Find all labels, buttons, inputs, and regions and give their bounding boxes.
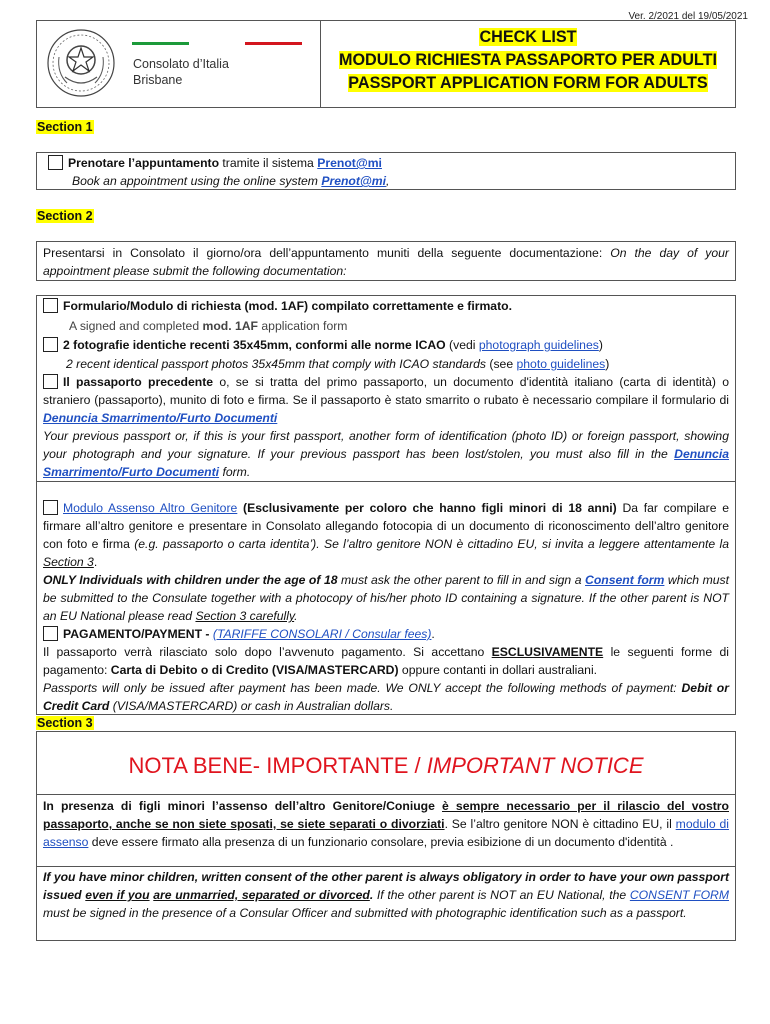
section1-line2 [72, 172, 389, 190]
notice-en-rest: If the other parent is NOT an EU National, the [373, 888, 630, 902]
photos-end: ) [598, 338, 603, 352]
previous-passport-en [43, 427, 729, 481]
item-form [43, 297, 729, 315]
section3-label: Section 3 [37, 716, 93, 730]
flag-red [245, 42, 302, 45]
checkbox-payment[interactable] [43, 626, 58, 641]
section2-label: Section 2 [37, 209, 93, 223]
previous-passport-text: o, se si tratta del primo passaporto, un documento d'identità italiano (carta di identità) o straniero (passaporto), munito di foto e firma. Se il passaporto è stato smarrito o rubato è necessario compilare il formulario di [43, 375, 729, 407]
photos-en: 2 recent identical passport photos 35x45mm that comply with ICAO standards [66, 357, 486, 371]
notice-en [43, 868, 729, 922]
appointment-bold: Prenotare l’appuntamento [68, 156, 220, 170]
payment-bold2: Carta di Debito o di Credito (VISA/MASTERCARD) [110, 663, 399, 677]
consent-en-bold: ONLY Individuals with children under the age of 18 [43, 573, 338, 587]
checkbox-form[interactable] [43, 298, 58, 313]
title-cell [321, 21, 735, 112]
notice-en-u1: even if you [85, 888, 150, 902]
payment-excl: ESCLUSIVAMENTE [491, 645, 604, 659]
appointment-en-text: Book an appointment using the online system [72, 174, 322, 188]
item-photos-en [66, 355, 609, 373]
consent-form-link-2[interactable]: CONSENT FORM [629, 888, 730, 902]
payment-en [43, 679, 729, 715]
consent-text: Da far compilare e firmare all’altro genitore e presentare in Consolato allegando fotocopia di un documento di riconoscimento dell’altro genitore con foto e firma [43, 501, 729, 551]
consent-italic: (e.g. passaporto o carta identita’). Se l’altro genitore NON è cittadino EU, si invita a leggere attentamente la [134, 537, 729, 551]
consent-en-dot: . [294, 609, 298, 623]
modulo-assenso-link[interactable]: modulo di assenso [43, 817, 729, 849]
appointment-text: tramite il sistema [219, 156, 318, 170]
checkbox-photos[interactable] [43, 337, 58, 352]
prenotami-link-en[interactable]: Prenot@mi [321, 174, 387, 188]
assenso-link[interactable]: Modulo Assenso Altro Genitore [63, 501, 238, 515]
denuncia-link-en[interactable]: Denuncia Smarrimento/Furto Documenti [43, 447, 729, 479]
form-en-c: application form [258, 319, 348, 333]
section1-label: Section 1 [37, 120, 93, 134]
version-label: Ver. 2/2021 del 19/05/2021 [628, 11, 748, 22]
checkbox-previous-passport[interactable] [43, 374, 58, 389]
item-consent [43, 499, 729, 625]
flag-green [132, 42, 189, 45]
photograph-guidelines-link[interactable]: photograph guidelines [478, 338, 599, 352]
intro-en: On the day of your appointment please submit the following documentation: [43, 246, 729, 278]
previous-passport-bold: Il passaporto precedente [63, 375, 214, 389]
header-table [36, 20, 736, 108]
nota-bene: NOTA BENE- IMPORTANTE / [128, 753, 427, 778]
consent-en [43, 571, 729, 625]
tariffe-link[interactable]: (TARIFFE CONSOLARI / Consular fees) [212, 627, 432, 641]
consent-bold: (Esclusivamente per coloro che hanno figli minori di 18 anni) [237, 501, 617, 515]
appointment-en-end: , [386, 174, 390, 188]
consent-en-text: must ask the other parent to fill in and sign a [337, 573, 586, 587]
notice-en-bold: If you have minor children, written consent of the other parent is always obligatory in order to have your own passport issued [43, 870, 729, 902]
notice-it-bold: In presenza di figli minori l’assenso dell’altro Genitore/Coniuge [43, 799, 443, 813]
title-en: PASSPORT APPLICATION FORM FOR ADULTS [348, 74, 708, 92]
important-notice-heading [37, 752, 735, 780]
consent-dot: . [93, 555, 98, 569]
payment-text2: le seguenti forme di pagamento: [43, 645, 729, 677]
flag-white [189, 42, 246, 45]
item-form-en [69, 317, 347, 335]
payment-en-bold: Debit or Credit Card [43, 681, 729, 713]
notice-it-end: deve essere firmato alla presenza di un funzionario consolare, previa esibizione di un documento d'identità . [88, 835, 674, 849]
important-notice-en: IMPORTANT NOTICE [426, 753, 644, 778]
photos-mid: (vedi [445, 338, 479, 352]
section3-careful-ref[interactable]: Section 3 carefully [195, 609, 295, 623]
checkbox-appointment[interactable] [48, 155, 63, 170]
notice-en-u2: are unmarried, separated or divorced [153, 888, 370, 902]
previous-passport-en-end: form. [219, 465, 251, 479]
payment-dot: . [431, 627, 435, 641]
consent-form-link[interactable]: Consent form [585, 573, 665, 587]
payment-bold: PAGAMENTO/PAYMENT [63, 627, 203, 641]
consent-en-text2: which must be submitted to the Consulate together with a photocopy of his/her photo ID containing a signature. If the other parent is NOT an EU National please read [43, 573, 729, 623]
section3-box [36, 731, 736, 941]
photos-en-end: ) [605, 357, 610, 371]
previous-passport-en-text: Your previous passport or, if this is your first passport, another form of identification (photo ID) or foreign passport, showing your photograph and your signature. If your previous passport has been lost/stolen, you must also fill in the [43, 429, 729, 461]
divider [37, 481, 735, 482]
consulate-city: Brisbane [133, 73, 183, 87]
tricolor-flag-bar [132, 42, 302, 45]
notice-it-rest: . Se l’altro genitore NON è cittadino EU, il [444, 817, 676, 831]
payment-en2: (VISA/MASTERCARD) or cash in Australian dollars. [109, 699, 394, 713]
section1-line1 [48, 154, 382, 172]
item-payment [43, 625, 729, 715]
consulate-name: Consolato d’Italia [133, 57, 229, 71]
photos-en-mid: (see [486, 357, 517, 371]
photo-guidelines-link[interactable]: photo guidelines [516, 357, 606, 371]
notice-en-end: must be signed in the presence of a Consular Officer and submitted with photographic identification such as a passport. [43, 906, 687, 920]
intro-it: Presentarsi in Consolato il giorno/ora dell’appuntamento muniti della seguente documentazione: [43, 246, 611, 260]
section3-divider [37, 794, 735, 795]
section2-intro-box [36, 241, 736, 281]
section3-ref[interactable]: Section 3 [43, 555, 94, 569]
payment-text3: oppure contanti in dollari australiani. [398, 663, 598, 677]
item-photos [43, 336, 729, 354]
form-en-b: mod. 1AF [202, 319, 259, 333]
payment-en1: Passports will only be issued after payment has been made. We ONLY accept the following methods of payment: [43, 681, 682, 695]
section3-divider2 [37, 866, 735, 867]
italian-emblem-icon [45, 27, 117, 99]
title-checklist: CHECK LIST [479, 28, 577, 46]
logo-cell [37, 21, 321, 107]
checkbox-consent[interactable] [43, 500, 58, 515]
notice-en-dot: . [369, 888, 374, 902]
payment-dash: - [202, 627, 213, 641]
form-en-a: A signed and completed [69, 319, 203, 333]
section1-box [36, 152, 736, 190]
item-previous-passport [43, 373, 729, 481]
notice-it [43, 797, 729, 851]
photos-bold: 2 fotografie identiche recenti 35x45mm, conformi alle norme ICAO [63, 338, 446, 352]
title-it: MODULO RICHIESTA PASSAPORTO PER ADULTI [338, 51, 717, 69]
prenotami-link[interactable]: Prenot@mi [317, 156, 382, 170]
section2-items-box [36, 295, 736, 715]
form-bold: Formulario/Modulo di richiesta (mod. 1AF) compilato correttamente e firmato. [63, 299, 512, 313]
denuncia-link[interactable]: Denuncia Smarrimento/Furto Documenti [43, 411, 278, 425]
notice-it-under: è sempre necessario per il rilascio del vostro passaporto, anche se non siete sposati, se siete separati o divorziati [43, 799, 729, 831]
payment-text1: Il passaporto verrà rilasciato solo dopo l’avvenuto pagamento. Si accettano [43, 645, 492, 659]
